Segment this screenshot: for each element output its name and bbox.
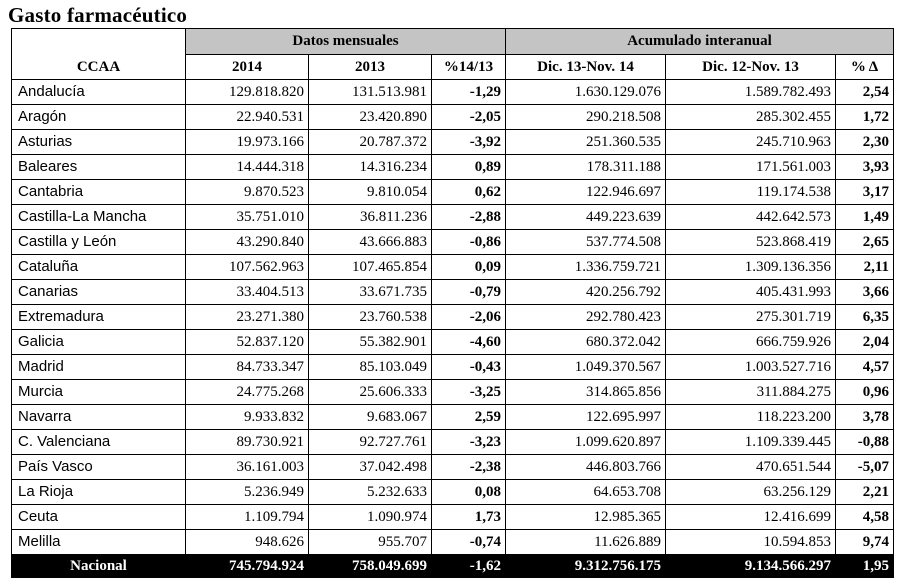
table-row bbox=[12, 180, 894, 205]
value-2014: 52.837.120 bbox=[186, 330, 309, 355]
value-pct: -3,25 bbox=[432, 380, 506, 405]
value-2013: 43.666.883 bbox=[309, 230, 432, 255]
column-header-ccaa: CCAA bbox=[12, 55, 186, 80]
value-acc-2013: 245.710.963 bbox=[666, 130, 836, 155]
table-row bbox=[12, 230, 894, 255]
column-header-2014: 2014 bbox=[186, 55, 309, 80]
value-delta: 3,78 bbox=[836, 405, 894, 430]
table-row bbox=[12, 405, 894, 430]
region-name: Ceuta bbox=[12, 505, 186, 530]
value-acc-2013: 1.003.527.716 bbox=[666, 355, 836, 380]
value-2014: 33.404.513 bbox=[186, 280, 309, 305]
value-acc-2013: 1.589.782.493 bbox=[666, 80, 836, 105]
table-row bbox=[12, 280, 894, 305]
value-2013: 9.810.054 bbox=[309, 180, 432, 205]
value-pct: -1,62 bbox=[432, 555, 506, 578]
value-acc-2014: 251.360.535 bbox=[506, 130, 666, 155]
value-2014: 22.940.531 bbox=[186, 105, 309, 130]
value-pct: -4,60 bbox=[432, 330, 506, 355]
value-2014: 14.444.318 bbox=[186, 155, 309, 180]
value-delta: 3,66 bbox=[836, 280, 894, 305]
value-acc-2014: 292.780.423 bbox=[506, 305, 666, 330]
region-name: Baleares bbox=[12, 155, 186, 180]
value-pct: -3,23 bbox=[432, 430, 506, 455]
value-2014: 948.626 bbox=[186, 530, 309, 555]
value-pct: -3,92 bbox=[432, 130, 506, 155]
value-2013: 23.420.890 bbox=[309, 105, 432, 130]
value-2014: 5.236.949 bbox=[186, 480, 309, 505]
column-header-2013: 2013 bbox=[309, 55, 432, 80]
region-name: Canarias bbox=[12, 280, 186, 305]
value-pct: -0,86 bbox=[432, 230, 506, 255]
value-acc-2014: 64.653.708 bbox=[506, 480, 666, 505]
value-pct: -1,29 bbox=[432, 80, 506, 105]
value-pct: 2,59 bbox=[432, 405, 506, 430]
value-2014: 23.271.380 bbox=[186, 305, 309, 330]
value-delta: 3,17 bbox=[836, 180, 894, 205]
value-pct: -2,06 bbox=[432, 305, 506, 330]
column-header-acc-2014: Dic. 13-Nov. 14 bbox=[506, 55, 666, 80]
value-delta: 3,93 bbox=[836, 155, 894, 180]
table-row bbox=[12, 305, 894, 330]
value-2014: 745.794.924 bbox=[186, 555, 309, 578]
value-pct: -0,79 bbox=[432, 280, 506, 305]
value-acc-2014: 449.223.639 bbox=[506, 205, 666, 230]
region-name: Castilla-La Mancha bbox=[12, 205, 186, 230]
value-delta: 4,57 bbox=[836, 355, 894, 380]
value-2014: 89.730.921 bbox=[186, 430, 309, 455]
region-name: Cantabria bbox=[12, 180, 186, 205]
value-acc-2013: 285.302.455 bbox=[666, 105, 836, 130]
value-2014: 36.161.003 bbox=[186, 455, 309, 480]
table-row bbox=[12, 105, 894, 130]
value-2014: 19.973.166 bbox=[186, 130, 309, 155]
value-acc-2014: 11.626.889 bbox=[506, 530, 666, 555]
value-acc-2014: 9.312.756.175 bbox=[506, 555, 666, 578]
value-2013: 758.049.699 bbox=[309, 555, 432, 578]
value-delta: 2,04 bbox=[836, 330, 894, 355]
region-name: C. Valenciana bbox=[12, 430, 186, 455]
value-2014: 107.562.963 bbox=[186, 255, 309, 280]
value-2014: 129.818.820 bbox=[186, 80, 309, 105]
value-delta: -0,88 bbox=[836, 430, 894, 455]
value-acc-2014: 537.774.508 bbox=[506, 230, 666, 255]
value-pct: -2,88 bbox=[432, 205, 506, 230]
value-pct: -2,05 bbox=[432, 105, 506, 130]
value-pct: 1,73 bbox=[432, 505, 506, 530]
value-acc-2014: 1.630.129.076 bbox=[506, 80, 666, 105]
value-2014: 24.775.268 bbox=[186, 380, 309, 405]
value-acc-2013: 10.594.853 bbox=[666, 530, 836, 555]
region-name: País Vasco bbox=[12, 455, 186, 480]
value-delta: 1,72 bbox=[836, 105, 894, 130]
value-2014: 9.870.523 bbox=[186, 180, 309, 205]
value-pct: -2,38 bbox=[432, 455, 506, 480]
region-name: Cataluña bbox=[12, 255, 186, 280]
pharma-spending-table bbox=[11, 28, 894, 578]
value-pct: -0,74 bbox=[432, 530, 506, 555]
value-delta: 1,95 bbox=[836, 555, 894, 578]
region-name: Murcia bbox=[12, 380, 186, 405]
value-2013: 23.760.538 bbox=[309, 305, 432, 330]
value-acc-2014: 1.099.620.897 bbox=[506, 430, 666, 455]
value-pct: -0,43 bbox=[432, 355, 506, 380]
value-2013: 55.382.901 bbox=[309, 330, 432, 355]
value-delta: 9,74 bbox=[836, 530, 894, 555]
value-acc-2014: 122.695.997 bbox=[506, 405, 666, 430]
table-row bbox=[12, 430, 894, 455]
value-acc-2013: 12.416.699 bbox=[666, 505, 836, 530]
region-name: Galicia bbox=[12, 330, 186, 355]
value-acc-2014: 178.311.188 bbox=[506, 155, 666, 180]
column-header-pct: %14/13 bbox=[432, 55, 506, 80]
value-pct: 0,62 bbox=[432, 180, 506, 205]
value-delta: 0,96 bbox=[836, 380, 894, 405]
value-pct: 0,08 bbox=[432, 480, 506, 505]
value-2013: 25.606.333 bbox=[309, 380, 432, 405]
value-2013: 9.683.067 bbox=[309, 405, 432, 430]
value-acc-2013: 1.109.339.445 bbox=[666, 430, 836, 455]
table-row bbox=[12, 155, 894, 180]
value-delta: 2,65 bbox=[836, 230, 894, 255]
region-name: Melilla bbox=[12, 530, 186, 555]
value-2013: 85.103.049 bbox=[309, 355, 432, 380]
table-row bbox=[12, 530, 894, 555]
value-pct: 0,89 bbox=[432, 155, 506, 180]
region-name: Nacional bbox=[12, 555, 186, 578]
table-row bbox=[12, 355, 894, 380]
table-row bbox=[12, 330, 894, 355]
value-2013: 955.707 bbox=[309, 530, 432, 555]
page-title: Gasto farmacéutico bbox=[8, 3, 188, 27]
value-2013: 131.513.981 bbox=[309, 80, 432, 105]
value-acc-2013: 9.134.566.297 bbox=[666, 555, 836, 578]
value-pct: 0,09 bbox=[432, 255, 506, 280]
total-row bbox=[12, 555, 894, 578]
region-name: Asturias bbox=[12, 130, 186, 155]
column-header-acc-2013: Dic. 12-Nov. 13 bbox=[666, 55, 836, 80]
value-2013: 33.671.735 bbox=[309, 280, 432, 305]
value-2013: 36.811.236 bbox=[309, 205, 432, 230]
table-row bbox=[12, 480, 894, 505]
value-2014: 43.290.840 bbox=[186, 230, 309, 255]
region-name: Castilla y León bbox=[12, 230, 186, 255]
value-acc-2013: 523.868.419 bbox=[666, 230, 836, 255]
value-acc-2013: 275.301.719 bbox=[666, 305, 836, 330]
value-acc-2013: 171.561.003 bbox=[666, 155, 836, 180]
value-2014: 9.933.832 bbox=[186, 405, 309, 430]
header-blank-cell bbox=[12, 29, 186, 55]
table-row bbox=[12, 80, 894, 105]
value-acc-2014: 1.049.370.567 bbox=[506, 355, 666, 380]
value-acc-2013: 442.642.573 bbox=[666, 205, 836, 230]
region-name: Navarra bbox=[12, 405, 186, 430]
value-2013: 5.232.633 bbox=[309, 480, 432, 505]
value-acc-2013: 1.309.136.356 bbox=[666, 255, 836, 280]
value-2013: 107.465.854 bbox=[309, 255, 432, 280]
value-acc-2014: 1.336.759.721 bbox=[506, 255, 666, 280]
region-name: Andalucía bbox=[12, 80, 186, 105]
value-2013: 92.727.761 bbox=[309, 430, 432, 455]
value-acc-2014: 314.865.856 bbox=[506, 380, 666, 405]
value-acc-2014: 446.803.766 bbox=[506, 455, 666, 480]
value-delta: 2,30 bbox=[836, 130, 894, 155]
value-acc-2014: 122.946.697 bbox=[506, 180, 666, 205]
group-header-cumulative: Acumulado interanual bbox=[506, 29, 894, 55]
value-acc-2013: 63.256.129 bbox=[666, 480, 836, 505]
region-name: La Rioja bbox=[12, 480, 186, 505]
value-acc-2013: 405.431.993 bbox=[666, 280, 836, 305]
value-delta: 2,54 bbox=[836, 80, 894, 105]
column-header-row bbox=[12, 55, 894, 80]
value-delta: 1,49 bbox=[836, 205, 894, 230]
value-2014: 35.751.010 bbox=[186, 205, 309, 230]
value-acc-2014: 680.372.042 bbox=[506, 330, 666, 355]
table-row bbox=[12, 455, 894, 480]
value-acc-2014: 420.256.792 bbox=[506, 280, 666, 305]
value-acc-2013: 470.651.544 bbox=[666, 455, 836, 480]
value-2013: 37.042.498 bbox=[309, 455, 432, 480]
value-acc-2013: 119.174.538 bbox=[666, 180, 836, 205]
value-acc-2014: 290.218.508 bbox=[506, 105, 666, 130]
table-row bbox=[12, 505, 894, 530]
table-row bbox=[12, 130, 894, 155]
table-row bbox=[12, 255, 894, 280]
value-2014: 84.733.347 bbox=[186, 355, 309, 380]
value-2013: 1.090.974 bbox=[309, 505, 432, 530]
value-acc-2014: 12.985.365 bbox=[506, 505, 666, 530]
table-row bbox=[12, 380, 894, 405]
value-delta: 6,35 bbox=[836, 305, 894, 330]
group-header-row bbox=[12, 29, 894, 55]
value-2013: 14.316.234 bbox=[309, 155, 432, 180]
region-name: Madrid bbox=[12, 355, 186, 380]
value-acc-2013: 666.759.926 bbox=[666, 330, 836, 355]
value-delta: 2,21 bbox=[836, 480, 894, 505]
table-row bbox=[12, 205, 894, 230]
column-header-delta: % Δ bbox=[836, 55, 894, 80]
value-2014: 1.109.794 bbox=[186, 505, 309, 530]
value-delta: 4,58 bbox=[836, 505, 894, 530]
value-2013: 20.787.372 bbox=[309, 130, 432, 155]
region-name: Extremadura bbox=[12, 305, 186, 330]
value-acc-2013: 118.223.200 bbox=[666, 405, 836, 430]
group-header-monthly: Datos mensuales bbox=[186, 29, 506, 55]
value-acc-2013: 311.884.275 bbox=[666, 380, 836, 405]
value-delta: 2,11 bbox=[836, 255, 894, 280]
region-name: Aragón bbox=[12, 105, 186, 130]
value-delta: -5,07 bbox=[836, 455, 894, 480]
